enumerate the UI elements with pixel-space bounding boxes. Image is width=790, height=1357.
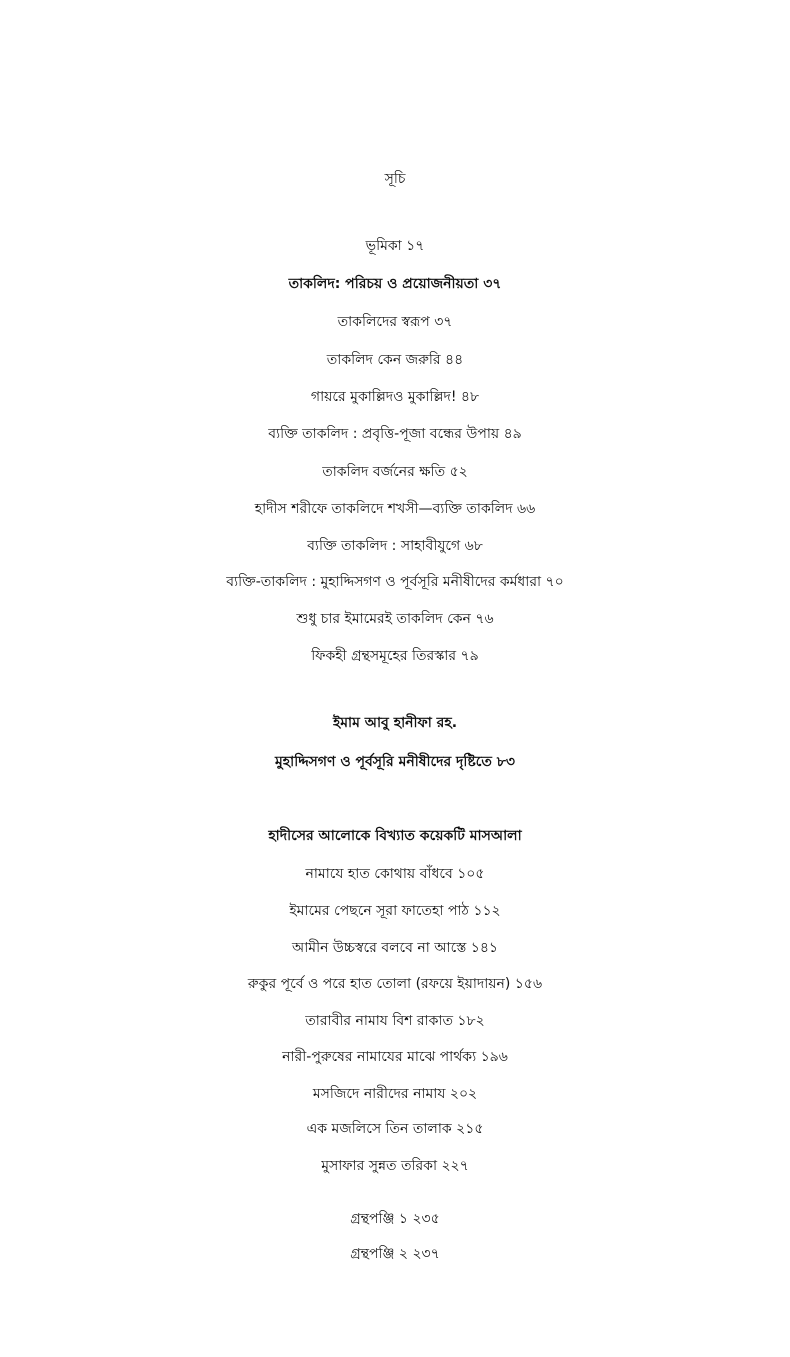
toc-entry: এক মজলিসে তিন তালাক ২১৫	[306, 1121, 484, 1137]
toc-title: সূচি	[384, 171, 406, 187]
toc-entry: ব্যক্তি তাকলিদ : সাহাবীযুগে ৬৮	[307, 538, 483, 554]
section-heading: ইমাম আবু হানীফা রহ.	[332, 715, 458, 731]
bibliography-entry: গ্রন্থপঞ্জি ২ ২৩৭	[350, 1246, 440, 1262]
section-heading: মুহাদ্দিসগণ ও পূর্বসূরি মনীষীদের দৃষ্টিতে ৮৩	[275, 754, 515, 770]
toc-entry: মসজিদে নারীদের নামায ২০২	[312, 1086, 478, 1102]
toc-entry: মুসাফার সুন্নত তরিকা ২২৭	[321, 1158, 469, 1174]
toc-entry: রুকুর পূর্বে ও পরে হাত তোলা (রফয়ে ইয়াদায়ন) ১৫৬	[247, 976, 543, 992]
bibliography-entry: গ্রন্থপঞ্জি ১ ২৩৫	[350, 1211, 440, 1227]
toc-entry: ব্যক্তি-তাকলিদ : মুহাদ্দিসগণ ও পূর্বসূরি মনীষীদের কর্মধারা ৭০	[226, 574, 564, 590]
toc-entry: তাকলিদ বর্জনের ক্ষতি ৫২	[322, 464, 468, 480]
toc-entry: হাদীস শরীফে তাকলিদে শখসী—ব্যক্তি তাকলিদ ৬৬	[254, 501, 536, 517]
toc-intro: ভূমিকা ১৭	[365, 238, 425, 254]
toc-entry: তাকলিদের স্বরূপ ৩৭	[337, 314, 453, 330]
section-heading: হাদীসের আলোকে বিখ্যাত কয়েকটি মাসআলা	[268, 828, 522, 844]
toc-entry: শুধু চার ইমামেরই তাকলিদ কেন ৭৬	[296, 611, 494, 627]
section-heading: তাকলিদ: পরিচয় ও প্রয়োজনীয়তা ৩৭	[288, 276, 502, 292]
toc-entry: তারাবীর নামায বিশ রাকাত ১৮২	[305, 1013, 485, 1029]
toc-entry: ব্যক্তি তাকলিদ : প্রবৃত্তি-পূজা বন্ধের উপায় ৪৯	[268, 426, 522, 442]
toc-entry: নারী-পুরুষের নামাযের মাঝে পার্থক্য ১৯৬	[282, 1049, 508, 1065]
toc-entry: গায়রে মুকাল্লিদও মুকাল্লিদ! ৪৮	[310, 389, 480, 405]
toc-entry: আমীন উচ্চস্বরে বলবে না আস্তে ১৪১	[291, 940, 499, 956]
toc-entry: তাকলিদ কেন জরুরি ৪৪	[326, 352, 464, 368]
toc-entry: ফিকহী গ্রন্থসমূহের তিরস্কার ৭৯	[311, 648, 479, 664]
toc-entry: নামাযে হাত কোথায় বাঁধবে ১০৫	[305, 866, 485, 882]
toc-entry: ইমামের পেছনে সূরা ফাতেহা পাঠ ১১২	[289, 903, 501, 919]
